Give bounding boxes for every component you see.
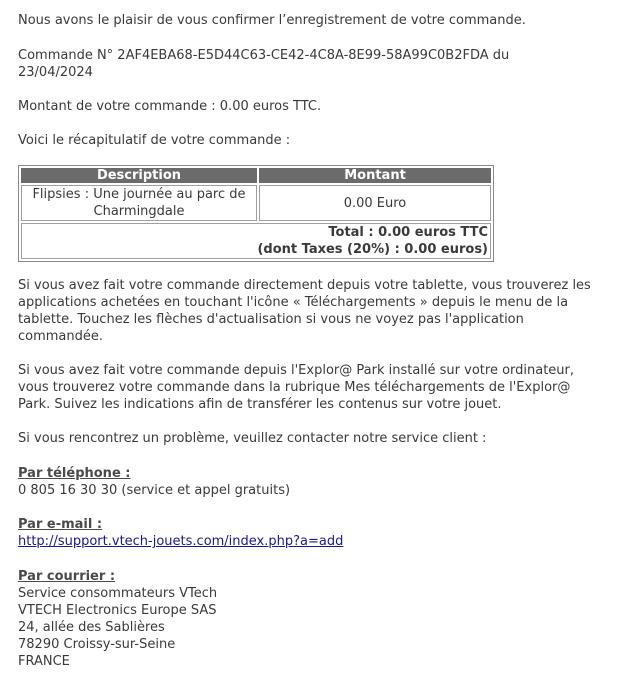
column-header-amount: Montant bbox=[259, 168, 491, 183]
computer-instructions bbox=[18, 362, 611, 413]
intro-text: Nous avons le plaisir de vous confirmer l’enregistrement de votre commande. bbox=[18, 13, 526, 28]
order-date: 23/04/2024 bbox=[18, 65, 93, 80]
address-line: Service consommateurs VTech bbox=[18, 586, 218, 601]
problem-text: Si vous rencontrez un problème, veuillez contacter notre service client : bbox=[18, 431, 487, 446]
table-row bbox=[21, 185, 491, 221]
order-recap-table bbox=[18, 165, 494, 262]
paragraph-line: Park. Suivez les indications afin de transférer les contenus sur votre jouet. bbox=[18, 397, 502, 412]
paragraph-line: Si vous avez fait votre commande directement depuis votre tablette, vous trouverez les bbox=[18, 278, 591, 293]
column-header-description: Description bbox=[21, 168, 257, 183]
paragraph-line: vous trouverez votre commande dans la rubrique Mes téléchargements de l'Explor@ bbox=[18, 380, 571, 395]
phone-title: Par téléphone : bbox=[18, 466, 131, 481]
address-line: VTECH Electronics Europe SAS bbox=[18, 603, 217, 618]
order-amount: Montant de votre commande : 0.00 euros TTC. bbox=[18, 99, 322, 114]
tablet-instructions bbox=[18, 277, 611, 345]
order-info bbox=[18, 47, 611, 81]
mail-section bbox=[18, 568, 611, 670]
item-amount: 0.00 Euro bbox=[259, 185, 491, 221]
item-description-line: Charmingdale bbox=[93, 204, 185, 219]
item-description bbox=[21, 185, 257, 221]
order-number: Commande N° 2AF4EBA68-E5D44C63-CE42-4C8A-8E99-58A99C0B2FDA du bbox=[18, 48, 510, 63]
paragraph-line: commandée. bbox=[18, 329, 104, 344]
email-title: Par e-mail : bbox=[18, 517, 103, 532]
paragraph-line: Si vous avez fait votre commande depuis l'Explor@ Park installé sur votre ordinateur, bbox=[18, 363, 575, 378]
mail-title: Par courrier : bbox=[18, 569, 116, 584]
email-section bbox=[18, 516, 611, 550]
paragraph-line: applications achetées en touchant l'icône « Téléchargements » depuis le menu de la bbox=[18, 295, 569, 310]
phone-number: 0 805 16 30 30 (service et appel gratuits) bbox=[18, 483, 291, 498]
recap-intro: Voici le récapitulatif de votre commande : bbox=[18, 133, 291, 148]
address-line: 78290 Croissy-sur-Seine bbox=[18, 637, 176, 652]
table-header-row bbox=[21, 168, 491, 183]
support-link[interactable]: http://support.vtech-jouets.com/index.php?a=add bbox=[18, 534, 344, 549]
address-line: 24, allée des Sablières bbox=[18, 620, 165, 635]
phone-section bbox=[18, 465, 611, 499]
table-totals-row bbox=[21, 223, 491, 259]
tax-amount: (dont Taxes (20%) : 0.00 euros) bbox=[257, 242, 488, 257]
total-amount: Total : 0.00 euros TTC bbox=[328, 225, 488, 240]
item-description-line: Flipsies : Une journée au parc de bbox=[32, 187, 246, 202]
paragraph-line: tablette. Touchez les flèches d'actualisation si vous ne voyez pas l'application bbox=[18, 312, 524, 327]
address-line: FRANCE bbox=[18, 654, 70, 669]
totals-cell bbox=[21, 223, 491, 259]
